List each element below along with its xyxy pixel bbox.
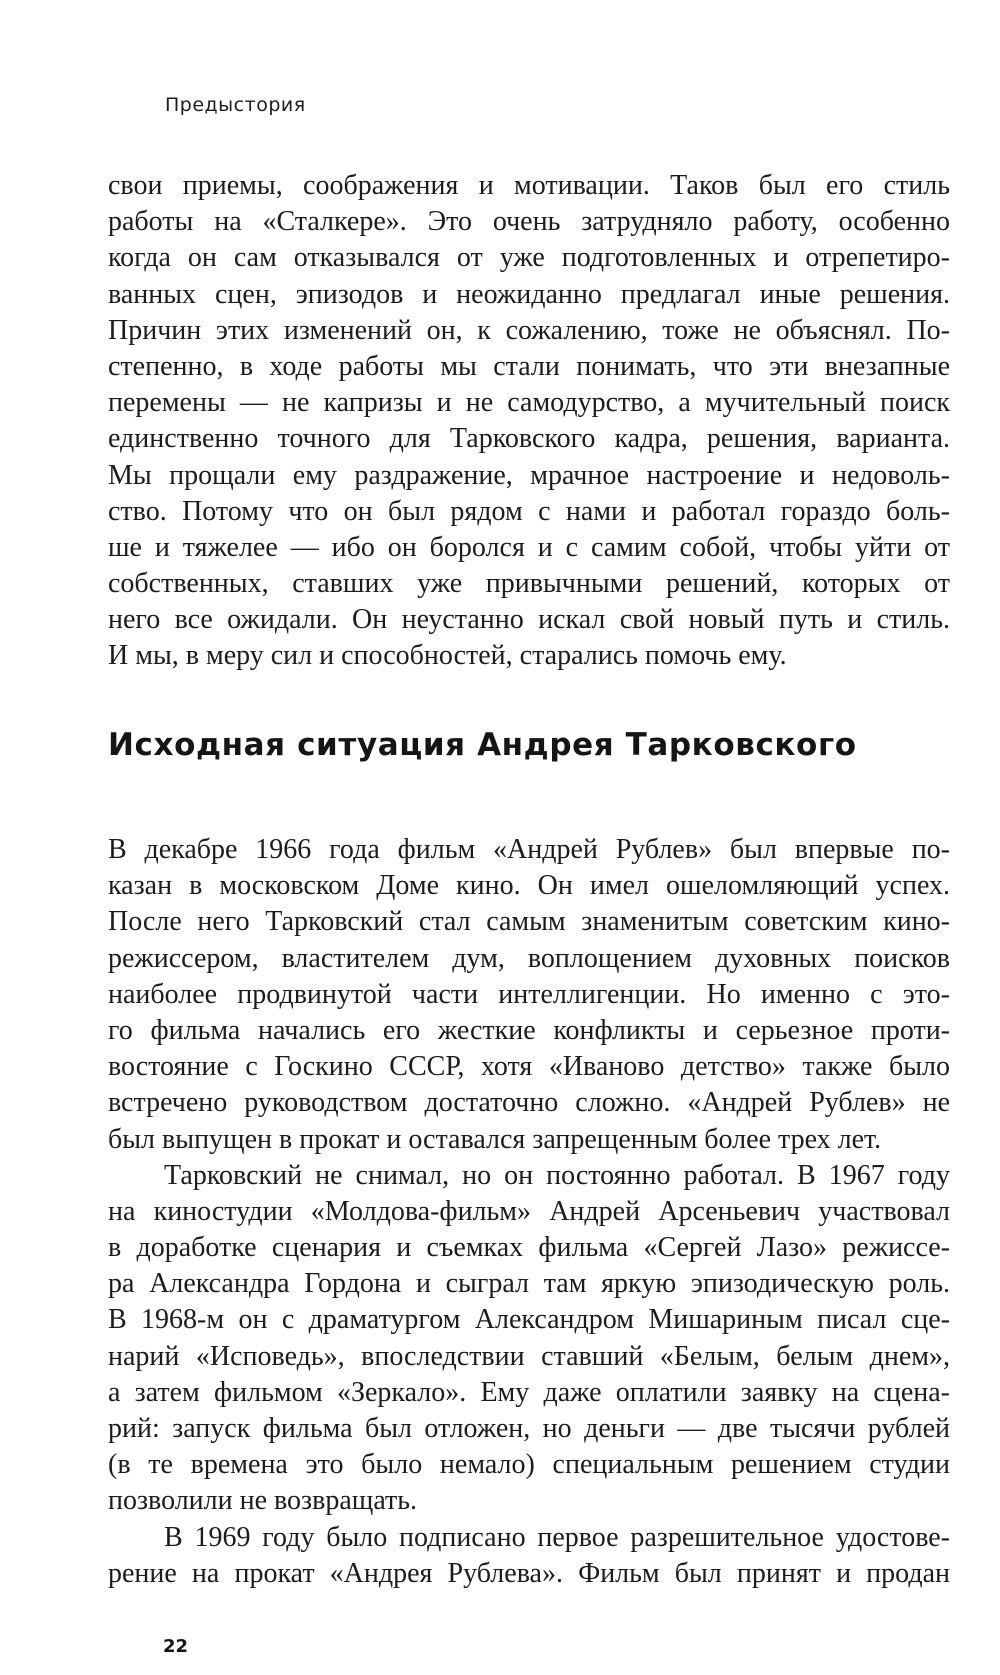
text-line: собственных, ставших уже привычными решений, которых от [108, 568, 950, 600]
page-number: 22 [163, 1636, 189, 1657]
text-line: Причин этих изменений он, к сожалению, тоже не объяснял. По- [108, 314, 950, 346]
text-line: единственно точного для Тарковского кадра, решения, варианта. [108, 423, 950, 455]
text-line: а затем фильмом «Зеркало». Ему даже оплатили заявку на сцена- [108, 1376, 950, 1408]
text-line: ванных сцен, эпизодов и неожиданно предлагал иные решения. [108, 278, 950, 310]
text-line: в доработке сценария и съемках фильма «Сергей Лазо» режиссе- [108, 1232, 950, 1264]
text-line: го фильма начались его жесткие конфликты и серьезное проти- [108, 1014, 950, 1046]
text-line: ше и тяжелее — ибо он боролся и с самим собой, чтобы уйти от [108, 531, 950, 563]
text-line: рий: запуск фильма был отложен, но деньги — две тысячи рублей [108, 1413, 950, 1444]
text-line: был выпущен в прокат и оставался запрещенным более трех лет. [108, 1123, 882, 1155]
text-line: рение на прокат «Андрея Рублева». Фильм был принят и продан [108, 1557, 950, 1589]
paragraph-2 [108, 832, 950, 1158]
text-line: на киностудии «Молдова-фильм» Андрей Арсеньевич участвовал [108, 1195, 950, 1227]
text-line: встречено руководством достаточно сложно. «Андрей Рублев» не [108, 1087, 950, 1119]
text-line: Мы прощали ему раздражение, мрачное настроение и недоволь- [108, 459, 950, 491]
text-line: когда он сам отказывался от уже подготовленных и отрепетиро- [108, 242, 950, 274]
text-line: степенно, в ходе работы мы стали понимать, что эти внезапные [108, 350, 950, 382]
text-line: ство. Потому что он был рядом с нами и работал гораздо боль- [108, 495, 950, 527]
paragraph-3 [108, 1158, 950, 1520]
text-line: После него Тарковский стал самым знаменитым советским кино- [108, 906, 950, 938]
section-heading: Исходная ситуация Андрея Тарковского [108, 727, 857, 763]
text-line: нарий «Исповедь», впоследствии ставший «Белым, белым днем», [108, 1340, 950, 1372]
text-line: востояние с Госкино СССР, хотя «Иваново детство» также было [108, 1051, 950, 1083]
paragraph-1 [108, 168, 950, 675]
text-line: наиболее продвинутой части интеллигенции. Но именно с это- [108, 978, 950, 1010]
text-line: (в те времена это было немало) специальным решением студии [108, 1449, 950, 1481]
text-line: свои приемы, соображения и мотивации. Таков был его стиль [108, 170, 950, 201]
text-line: Тарковский не снимал, но он постоянно работал. В 1967 году [164, 1159, 950, 1191]
text-line: В 1968-м он с драматургом Александром Мишариным писал сце- [108, 1304, 950, 1336]
text-line: казан в московском Доме кино. Он имел ошеломляющий успех. [108, 870, 950, 902]
text-line: позволили не возвращать. [108, 1485, 418, 1517]
text-line: него все ожидали. Он неустанно искал свой новый путь и стиль. [108, 604, 950, 636]
text-line: В декабре 1966 года фильм «Андрей Рублев» был впервые по- [108, 834, 950, 865]
paragraph-4 [108, 1520, 950, 1592]
text-line: И мы, в меру сил и способностей, старались помочь ему. [108, 640, 787, 672]
text-line: В 1969 году было подписано первое разрешительное удостове- [164, 1521, 950, 1553]
text-line: работы на «Сталкере». Это очень затрудняло работу, особенно [108, 206, 950, 238]
running-head: Предыстория [165, 94, 306, 116]
body-text [108, 832, 950, 1592]
text-line: перемены — не капризы и не самодурство, а мучительный поиск [108, 387, 950, 419]
text-line: ра Александра Гордона и сыграл там яркую эпизодическую роль. [108, 1268, 950, 1300]
text-line: режиссером, властителем дум, воплощением духовных поисков [108, 942, 950, 974]
